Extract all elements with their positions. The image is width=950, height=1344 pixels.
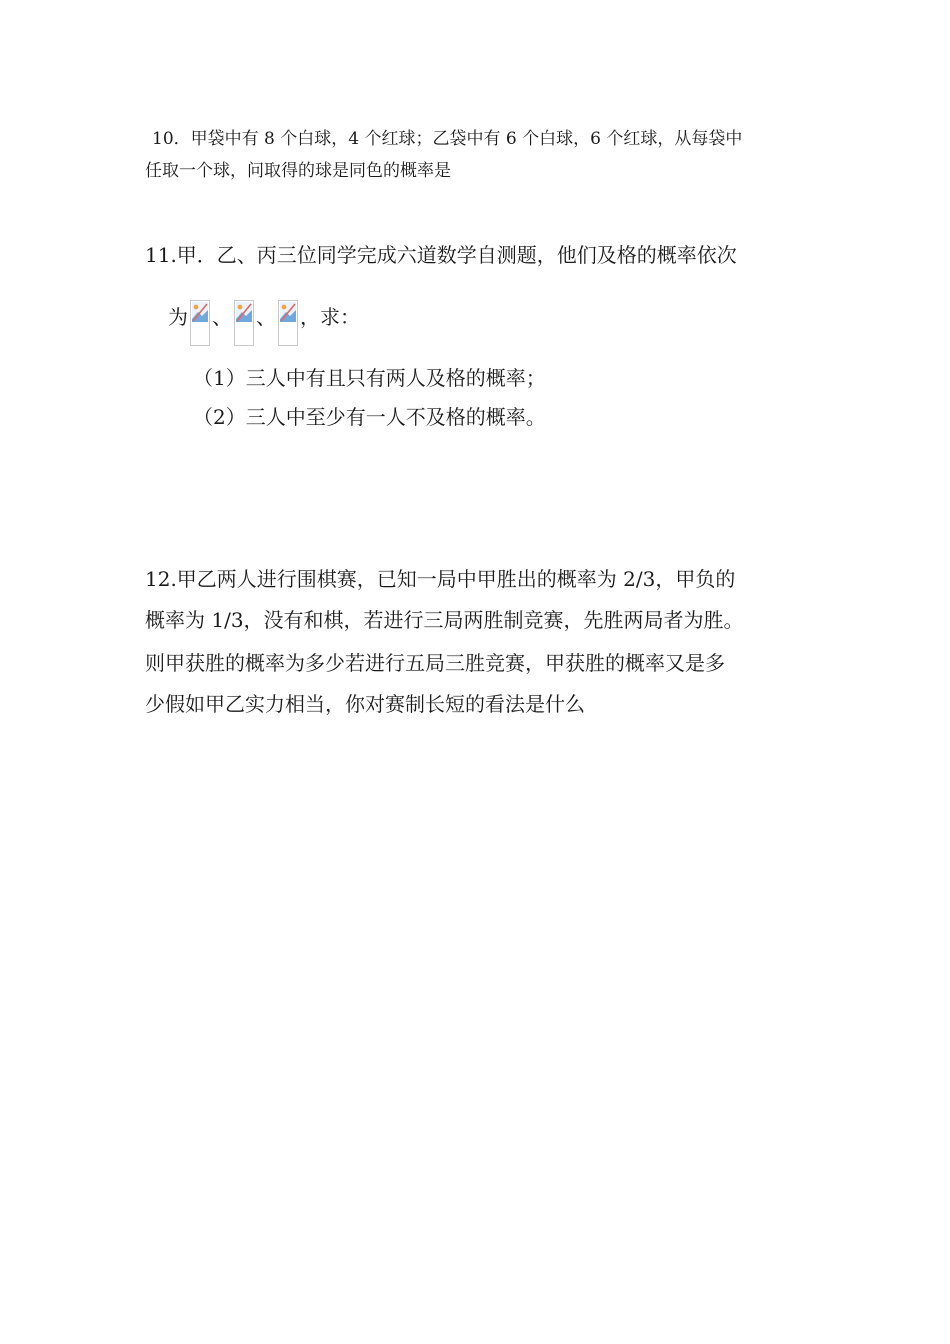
- q11-line-1: 11.甲．乙、丙三位同学完成六道数学自测题，他们及格的概率依次: [145, 243, 737, 267]
- q11-separator: 、: [256, 305, 276, 329]
- q11-suffix: ，求：: [300, 305, 360, 329]
- broken-image-icon: [234, 300, 254, 346]
- broken-image-icon: [278, 300, 298, 346]
- q11-sub-2: （2）三人中至少有一人不及格的概率。: [193, 405, 546, 429]
- q12-line-1: 12.甲乙两人进行围棋赛，已知一局中甲胜出的概率为 2/3，甲负的: [145, 567, 736, 591]
- q10-line-1: 10．甲袋中有 8 个白球，4 个红球；乙袋中有 6 个白球，6 个红球，从每袋中: [152, 129, 743, 149]
- q10-line-2: 任取一个球，问取得的球是同色的概率是: [145, 161, 451, 181]
- q11-line-2: [168, 300, 360, 346]
- q12-line-2: 概率为 1/3，没有和棋，若进行三局两胜制竞赛，先胜两局者为胜。: [145, 608, 744, 632]
- q11-prefix: 为: [168, 305, 188, 329]
- q11-separator: 、: [212, 305, 232, 329]
- q12-line-3: 则甲获胜的概率为多少若进行五局三胜竞赛，甲获胜的概率又是多: [145, 651, 725, 675]
- broken-image-icon: [190, 300, 210, 346]
- q11-sub-1: （1）三人中有且只有两人及格的概率；: [193, 366, 546, 390]
- q12-line-4: 少假如甲乙实力相当，你对赛制长短的看法是什么: [145, 692, 585, 716]
